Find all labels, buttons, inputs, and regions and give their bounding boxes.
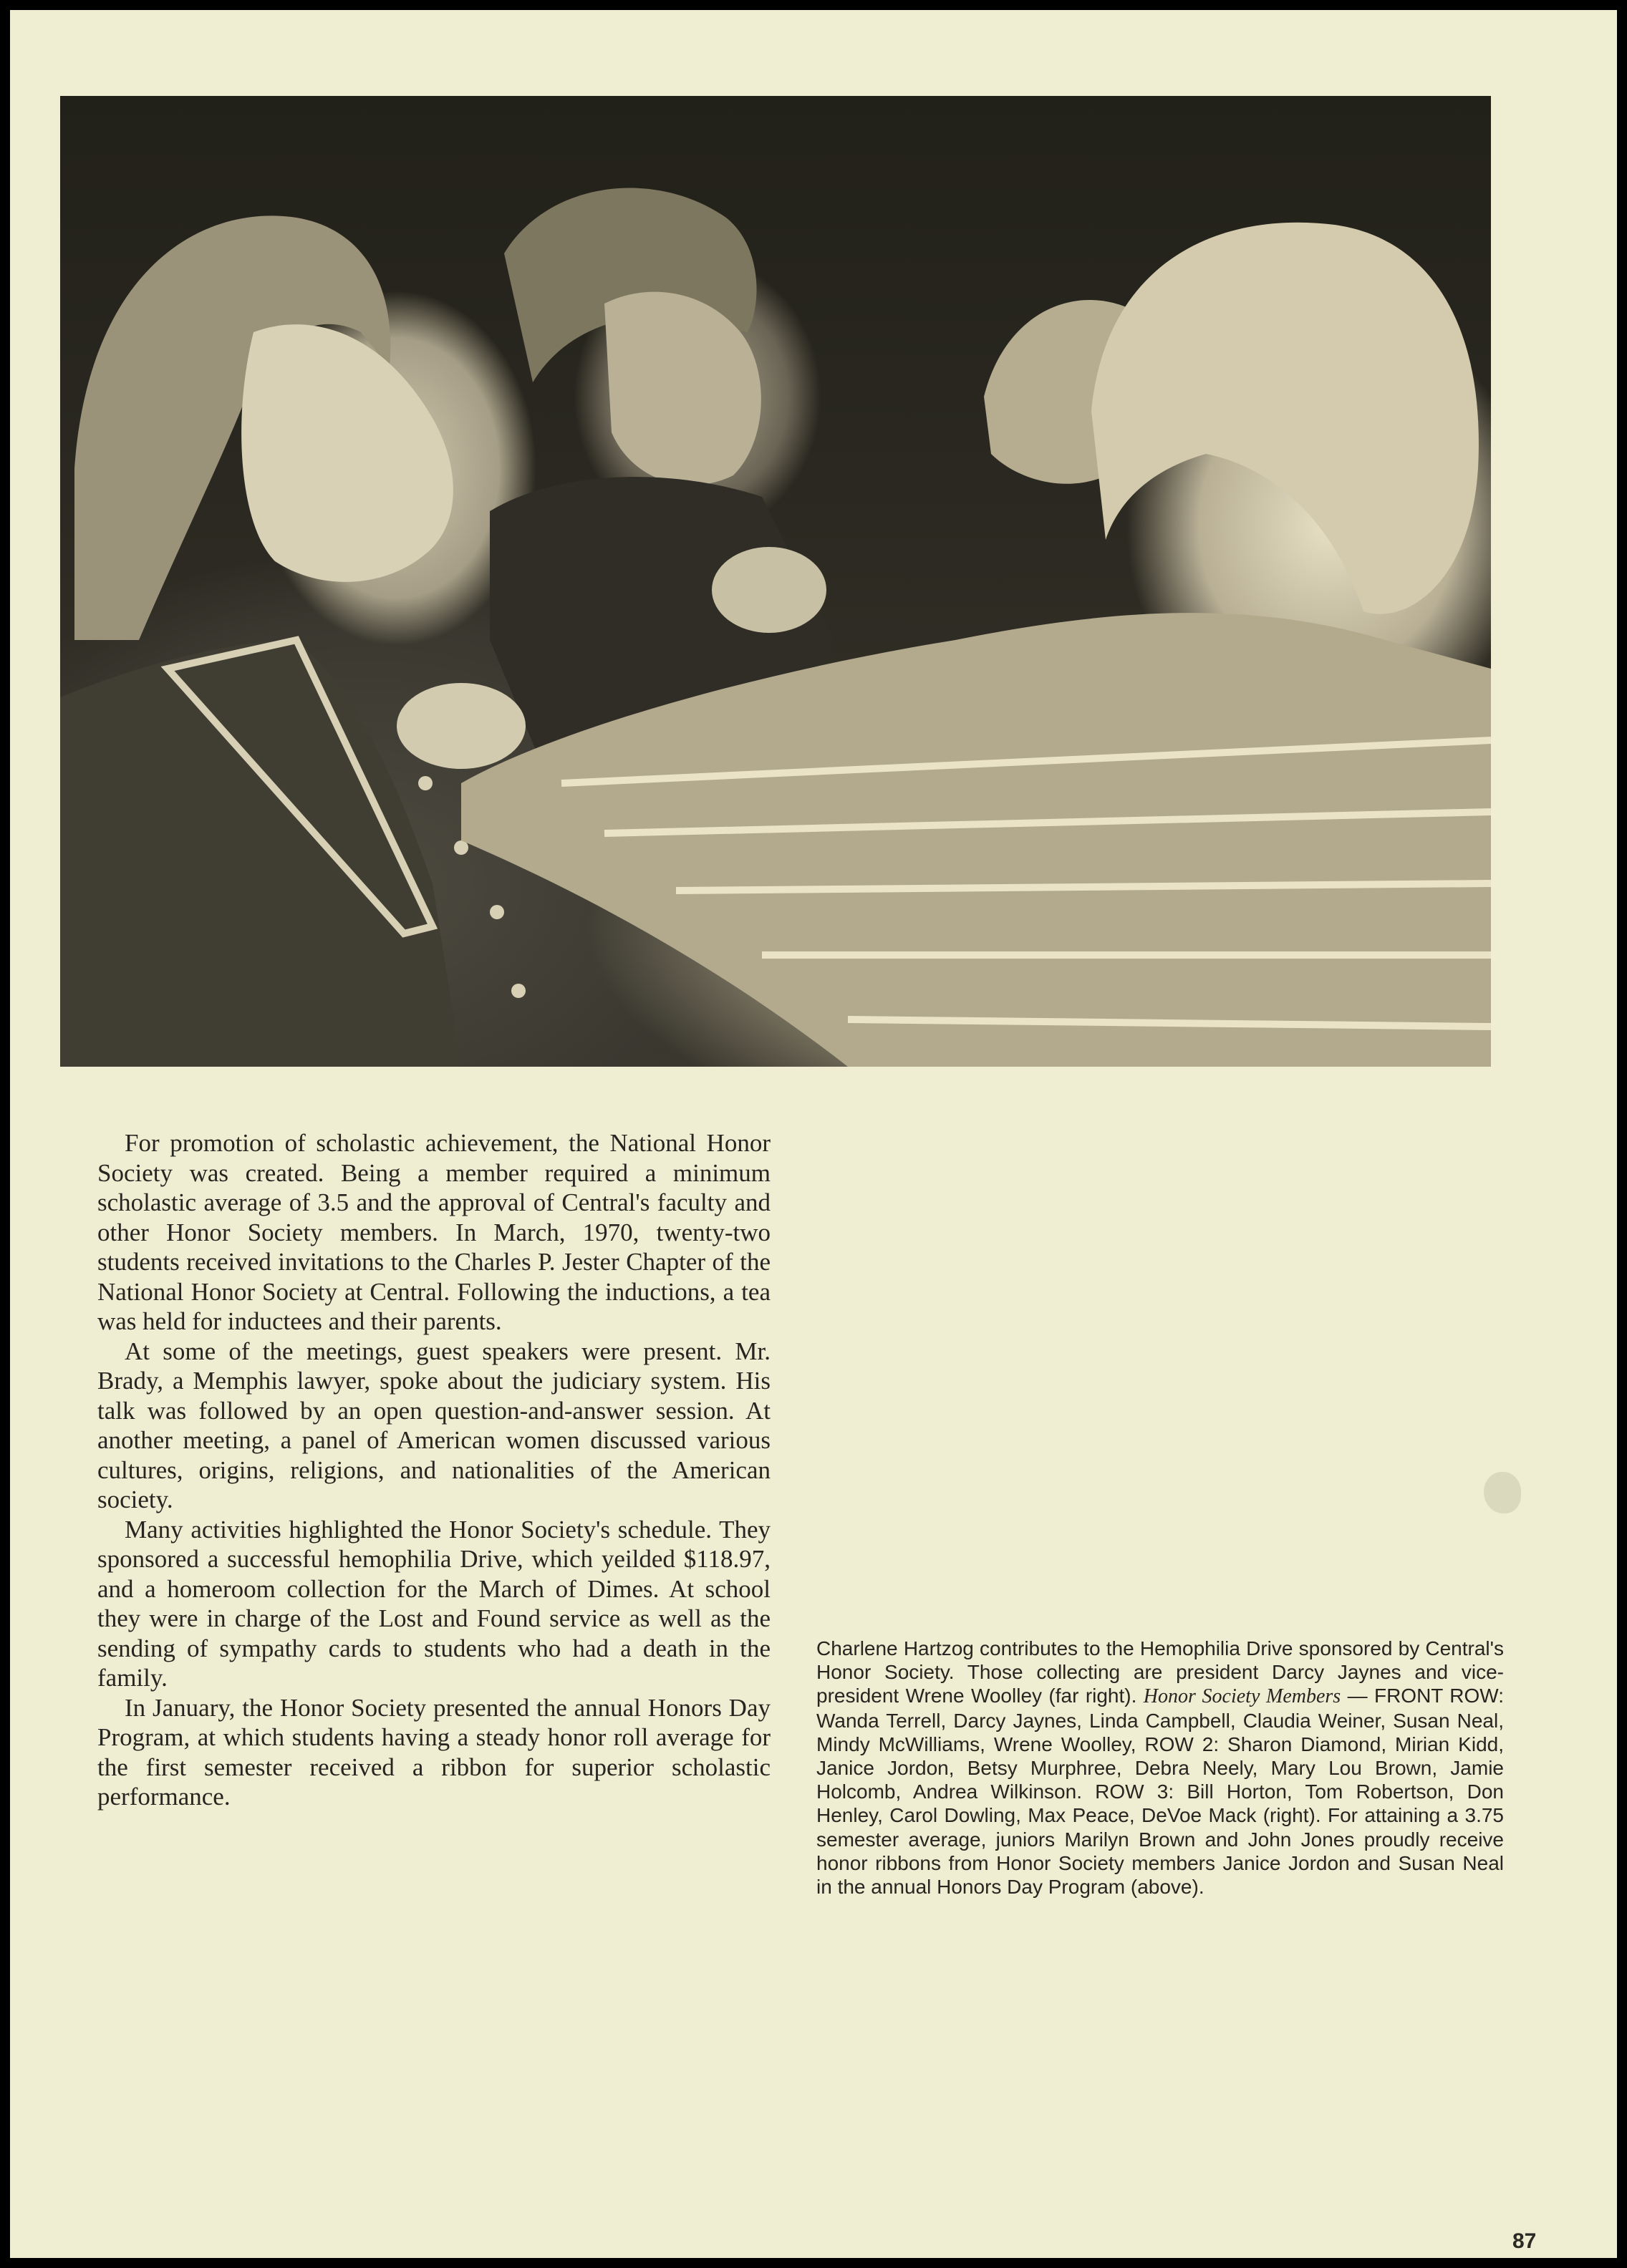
leaf-icon [1484,1472,1521,1513]
honor-society-photo [60,96,1491,1067]
right-girl-hair [1091,223,1479,614]
caption-intro: Charlene Hartzog contributes to the Hemophilia Drive sponsored by Central's Honor Society. Those collecting are president Darcy Jaynes and vice-president Wrene Woolley (far right). [816,1637,1504,1707]
photo-figures [60,96,1491,1067]
yearbook-page [10,10,1617,2258]
article-paragraph-3: Many activities highlighted the Honor Society's schedule. They sponsored a successful hemophilia Drive, which yeilded $118.97, and a homeroom collection for the March of Dimes. At school they were in charge of the Lost and Found service as well as the sending of sympathy cards to students who had a death in the family. [97,1515,771,1692]
article-paragraph-2: At some of the meetings, guest speakers were present. Mr. Brady, a Memphis lawyer, spoke about the judiciary system. His talk was followed by an open question-and-answer session. At another meeting, a panel of American women discussed various cultures, origins, religions, and nationalities of the American society. [97,1337,771,1513]
caption-member-list: — FRONT ROW: Wanda Terrell, Darcy Jaynes, Linda Campbell, Claudia Weiner, Susan Neal, Mindy McWilliams, Wrene Woolley, ROW 2: Sharon Diamond, Mirian Kidd, Janice Jordon, Betsy Murphree, Debra Neely, Mary Lou Brown, Jamie Holcomb, Andrea Wilkinson. ROW 3: Bill Horton, Tom Robertson, Don Henley, Carol Dowling, Max Peace, DeVoe Mack (right). For attaining a 3.75 semester average, juniors Marilyn Brown and John Jones proudly receive honor ribbons from Honor Society members Janice Jordon and Susan Neal in the annual Honors Day Program (above). [816,1685,1504,1899]
page-number: 87 [1512,2229,1537,2253]
back-hands [712,547,826,633]
left-girl-face [241,324,453,582]
photo-caption [816,1637,1504,1899]
article-body [97,1128,771,1812]
pinning-hands [397,683,526,769]
caption-italic-heading: Honor Society Members [1143,1685,1341,1708]
article-paragraph-1: For promotion of scholastic achievement, the National Honor Society was created. Being a member required a minimum scholastic average of 3.5 and the approval of Central's faculty and other Honor Society members. In March, 1970, twenty-two students received invitations to the Charles P. Jester Chapter of the National Honor Society at Central. Following the inductions, a tea was held for inductees and their parents. [97,1129,771,1335]
article-paragraph-4: In January, the Honor Society presented the annual Honors Day Program, at which students having a steady honor roll average for the first semester received a ribbon for superior scholastic performance. [97,1693,771,1811]
